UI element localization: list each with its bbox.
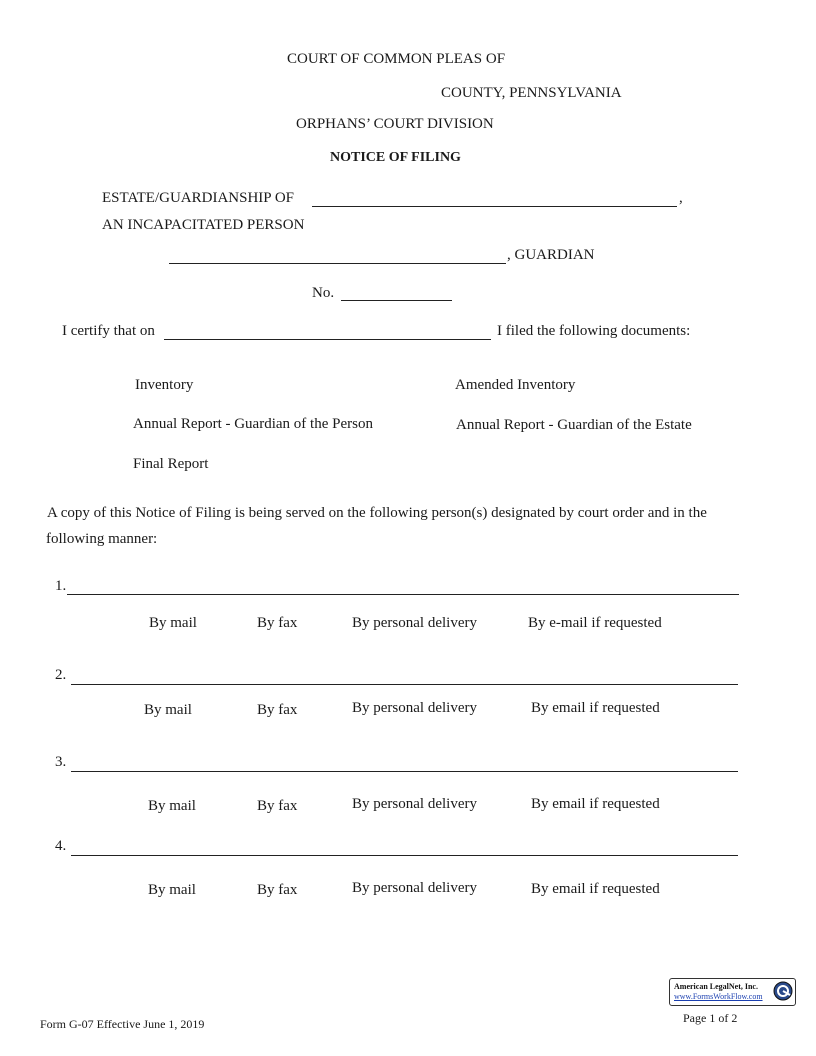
page-number: Page 1 of 2 <box>683 1011 738 1025</box>
estate-comma: , <box>679 190 683 206</box>
estate-name-field[interactable] <box>312 206 677 207</box>
guardian-name-field[interactable] <box>169 263 506 264</box>
method-personal-delivery[interactable]: By personal delivery <box>352 796 477 812</box>
method-email[interactable]: By e-mail if requested <box>528 615 662 631</box>
certify-suffix: I filed the following documents: <box>497 323 691 339</box>
method-personal-delivery[interactable]: By personal delivery <box>352 615 477 631</box>
person-number: 1. <box>55 578 67 594</box>
filing-date-field[interactable] <box>164 339 491 340</box>
method-fax[interactable]: By fax <box>257 702 298 718</box>
case-number-label: No. <box>312 285 335 301</box>
doc-final-report[interactable]: Final Report <box>133 456 209 472</box>
doc-amended-inventory[interactable]: Amended Inventory <box>455 377 576 393</box>
certify-prefix: I certify that on <box>62 323 155 339</box>
method-mail[interactable]: By mail <box>144 702 192 718</box>
person-number: 2. <box>55 667 67 683</box>
incapacitated-label: AN INCAPACITATED PERSON <box>102 217 305 233</box>
person-name-field[interactable] <box>67 594 739 595</box>
service-text-line2: following manner: <box>46 531 158 547</box>
method-email[interactable]: By email if requested <box>531 881 660 897</box>
case-number-field[interactable] <box>341 300 452 301</box>
guardian-label: , GUARDIAN <box>507 247 595 263</box>
estate-label: ESTATE/GUARDIANSHIP OF <box>102 190 295 206</box>
globe-icon <box>773 981 793 1001</box>
method-fax[interactable]: By fax <box>257 882 298 898</box>
division-line: ORPHANS’ COURT DIVISION <box>296 116 494 132</box>
form-id: Form G-07 Effective June 1, 2019 <box>40 1017 205 1031</box>
person-name-field[interactable] <box>71 684 738 685</box>
person-name-field[interactable] <box>71 855 738 856</box>
court-title: COURT OF COMMON PLEAS OF <box>287 51 506 67</box>
person-number: 4. <box>55 838 67 854</box>
person-name-field[interactable] <box>71 771 738 772</box>
american-legalnet-logo[interactable] <box>669 978 796 1006</box>
service-text-line1: A copy of this Notice of Filing is being served on the following person(s) designated by court order and in the <box>47 505 707 521</box>
doc-annual-report-estate[interactable]: Annual Report - Guardian of the Estate <box>456 417 692 433</box>
method-mail[interactable]: By mail <box>149 615 197 631</box>
page-title: NOTICE OF FILING <box>330 150 461 165</box>
doc-inventory[interactable]: Inventory <box>135 377 194 393</box>
method-mail[interactable]: By mail <box>148 798 196 814</box>
logo-website-link[interactable]: www.FormsWorkFlow.com <box>674 992 763 1001</box>
method-personal-delivery[interactable]: By personal delivery <box>352 880 477 896</box>
doc-annual-report-person[interactable]: Annual Report - Guardian of the Person <box>133 416 373 432</box>
county-line: COUNTY, PENNSYLVANIA <box>441 85 622 101</box>
person-number: 3. <box>55 754 67 770</box>
method-email[interactable]: By email if requested <box>531 700 660 716</box>
logo-company-name: American LegalNet, Inc. <box>674 982 758 991</box>
method-fax[interactable]: By fax <box>257 615 298 631</box>
method-personal-delivery[interactable]: By personal delivery <box>352 700 477 716</box>
method-fax[interactable]: By fax <box>257 798 298 814</box>
method-mail[interactable]: By mail <box>148 882 196 898</box>
method-email[interactable]: By email if requested <box>531 796 660 812</box>
